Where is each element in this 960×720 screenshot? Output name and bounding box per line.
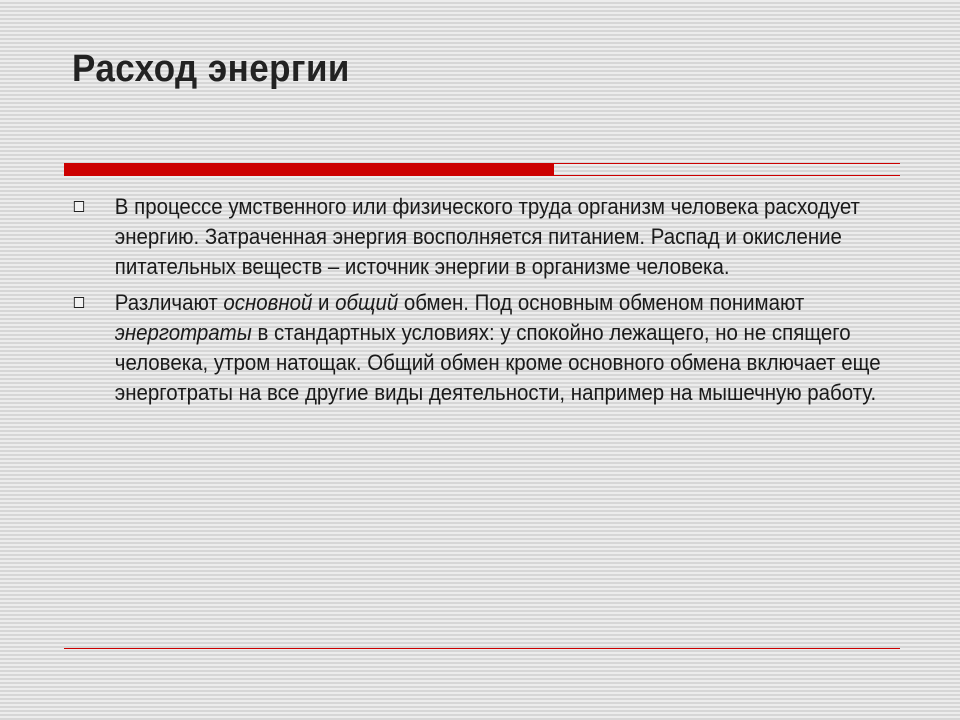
emphasized-term: общий [335,290,399,315]
hollow-square-icon [74,201,84,212]
bullet-text-part: и [312,290,336,315]
bullet-item [72,192,887,282]
bullet-text-part: обмен. Под основным обменом понимают [398,290,805,315]
hollow-square-icon [74,297,84,308]
slide-title: Расход энергии [72,48,350,90]
bullet-text-part: Различают [114,290,224,315]
footer-line [64,648,900,649]
emphasized-term: основной [223,290,313,315]
title-divider [64,160,900,178]
divider-red-bar [64,163,554,176]
bullet-text: В процессе умственного или физического труда организм человека расходует энергию. Затраченная энергия восполняется питанием. Распад и окисление питательных веществ – источник энергии в организме человека. [114,194,860,279]
divider-thin-line-bottom [554,175,900,176]
emphasized-term: энерготраты [114,320,252,345]
bullet-text-part: в стандартных условиях: у спокойно лежащего, но не спящего человека, утром натощак. Общий обмен кроме основного обмена включает еще энерготраты на все другие виды деятельности, например на мышечную работу. [114,320,881,405]
divider-thin-line-top [554,163,900,164]
bullet-item [72,288,887,408]
slide-content [72,192,902,414]
